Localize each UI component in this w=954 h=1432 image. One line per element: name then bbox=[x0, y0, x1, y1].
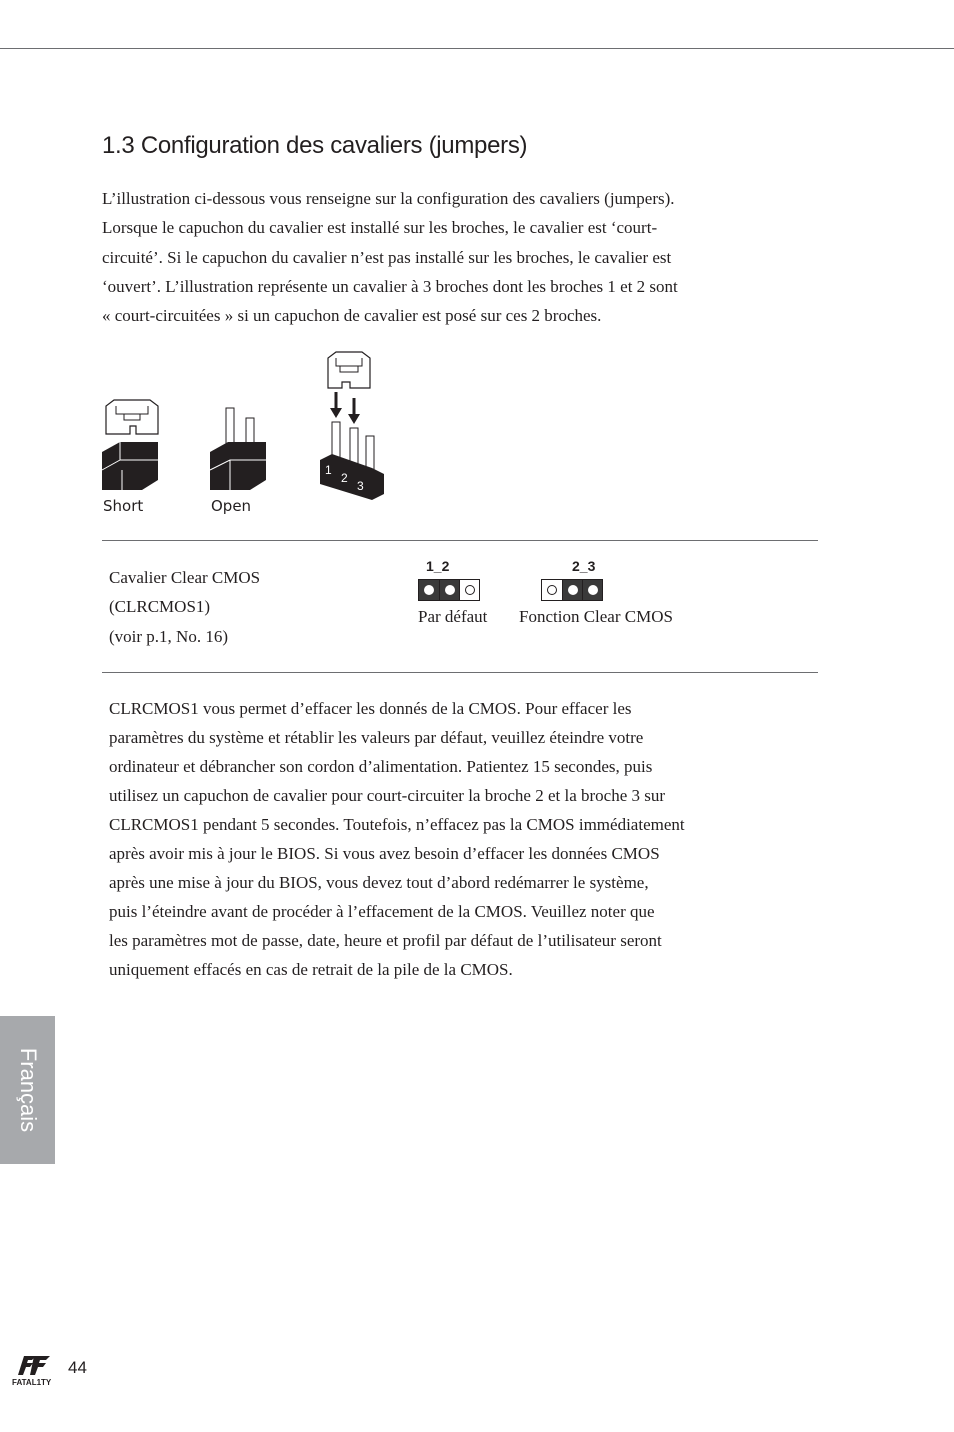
intro-line: Lorsque le capuchon du cavalier est installé sur les broches, le cavalier est ‘court- bbox=[102, 218, 658, 238]
open-jumper-graphic bbox=[210, 408, 266, 490]
jumper-name-line: Cavalier Clear CMOS bbox=[109, 568, 261, 587]
pin-open bbox=[542, 580, 562, 600]
pin-number-2: 2 bbox=[341, 471, 348, 485]
header-rule bbox=[0, 48, 954, 49]
pin-number-3: 3 bbox=[357, 479, 364, 493]
jumper-illustration bbox=[96, 348, 396, 520]
description-line: CLRCMOS1 vous permet d’effacer les donnés de la CMOS. Pour effacer les bbox=[109, 699, 632, 718]
default-pin-tag: 1_2 bbox=[426, 558, 450, 574]
pin-shorted bbox=[582, 580, 602, 600]
pin-number-1: 1 bbox=[325, 463, 332, 477]
three-pin-jumper-graphic bbox=[320, 352, 384, 500]
language-tab bbox=[0, 1016, 55, 1164]
page-number: 44 bbox=[68, 1358, 87, 1377]
section-title: 1.3 Configuration des cavaliers (jumpers) bbox=[102, 132, 528, 159]
pin-shorted bbox=[419, 580, 439, 600]
intro-line: « court-circuitées » si un capuchon de cavalier est posé sur ces 2 broches. bbox=[102, 306, 602, 326]
table-top-rule bbox=[102, 540, 818, 541]
intro-paragraph bbox=[102, 184, 802, 330]
description-line: ordinateur et débrancher son cordon d’alimentation. Patientez 15 secondes, puis bbox=[109, 757, 653, 776]
jumper-name-line: (CLRCMOS1) bbox=[109, 597, 211, 617]
clear-pin-header bbox=[541, 579, 603, 601]
default-caption: Par défaut bbox=[418, 607, 488, 626]
short-label: Short bbox=[103, 497, 144, 515]
pin-open bbox=[459, 580, 479, 600]
clear-caption: Fonction Clear CMOS bbox=[519, 607, 673, 626]
intro-line: circuité’. Si le capuchon du cavalier n’est pas installé sur les broches, le cavalier est bbox=[102, 247, 672, 267]
language-tab-label: Français bbox=[15, 1047, 41, 1133]
description-line: puis l’éteindre avant de procéder à l’effacement de la CMOS. Veuillez noter que bbox=[109, 902, 655, 921]
fatal1ty-logo-icon bbox=[12, 1354, 62, 1388]
description-line: après avoir mis à jour le BIOS. Si vous avez besoin d’effacer les données CMOS bbox=[109, 844, 660, 863]
intro-line: L’illustration ci-dessous vous renseigne sur la configuration des cavaliers (jumpers). bbox=[102, 189, 675, 208]
description-line: après une mise à jour du BIOS, vous devez tout d’abord redémarrer le système, bbox=[109, 873, 649, 892]
short-jumper-graphic bbox=[102, 400, 158, 490]
pin-shorted bbox=[439, 580, 459, 600]
table-bottom-rule bbox=[102, 672, 818, 673]
description-line: paramètres du système et rétablir les valeurs par défaut, veuillez éteindre votre bbox=[109, 728, 644, 747]
description-line: CLRCMOS1 pendant 5 secondes. Toutefois, n’effacez pas la CMOS immédiatement bbox=[109, 815, 685, 834]
pin-shorted bbox=[562, 580, 582, 600]
description-line: les paramètres mot de passe, date, heure et profil par défaut de l’utilisateur seront bbox=[109, 931, 662, 950]
clear-pin-tag: 2_3 bbox=[572, 558, 596, 574]
intro-line: ‘ouvert’. L’illustration représente un cavalier à 3 broches dont les broches 1 et 2 sont bbox=[102, 276, 678, 296]
logo-wordmark: FATAL1TY bbox=[12, 1378, 52, 1387]
description-line: utilisez un capuchon de cavalier pour court-circuiter la broche 2 et la broche 3 sur bbox=[109, 786, 666, 805]
jumper-name-line: (voir p.1, No. 16) bbox=[109, 626, 228, 646]
description-paragraph bbox=[109, 694, 809, 984]
jumper-name bbox=[109, 563, 260, 651]
description-line: uniquement effacés en cas de retrait de la pile de la CMOS. bbox=[109, 960, 513, 979]
default-pin-header bbox=[418, 579, 480, 601]
open-label: Open bbox=[211, 497, 252, 515]
